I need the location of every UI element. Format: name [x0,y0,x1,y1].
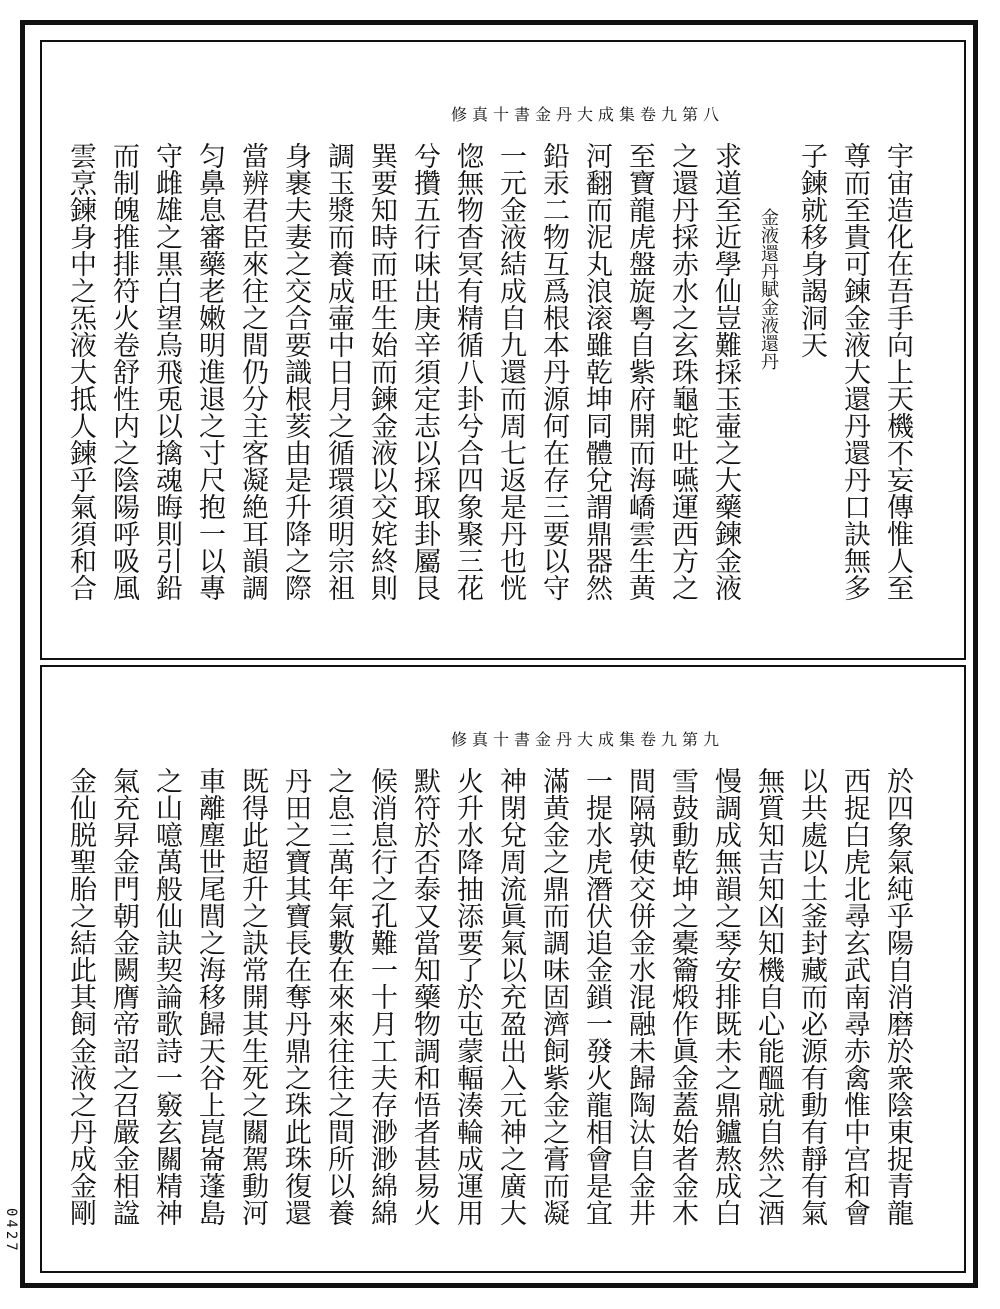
text-column: 宇宙造化在吾手向上天機不妄傳惟人至 [882,142,913,601]
page-number: 0427 [3,1208,19,1254]
page-header: 修真十書金丹大成集卷九第九 [450,730,724,749]
text-columns [61,767,916,1267]
text-column: 調玉漿而養成壷中日月之循環須明宗祖 [323,142,354,601]
text-column: 車離塵世尾閭之海移歸天谷上崑崙蓬島 [194,767,225,1226]
lower-page [40,665,966,1273]
text-column: 當辨君臣來往之間仍分主客凝絶耳韻調 [237,142,268,601]
text-column: 子鍊就移身謁洞天 [796,142,827,358]
text-column: 於四象氣純乎陽自消磨於衆陰東捉青龍 [882,767,913,1226]
page-header: 修真十書金丹大成集卷九第八 [450,105,724,124]
text-column: 河翻而泥丸浪滚雖乾坤同體兌謂鼎器然 [581,142,612,601]
text-column: 火升水降抽添要了於屯蒙輻湊輪成運用 [452,767,483,1226]
text-column: 雪鼓動乾坤之橐籥煅作眞金蓋始者金木 [667,767,698,1226]
text-column: 無質知吉知凶知機自心能醞就自然之酒 [753,767,784,1226]
text-column: 巽要知時而旺生始而鍊金液以交姹終則 [366,142,397,601]
text-column: 尊而至貴可鍊金液大還丹還丹口訣無多 [839,142,870,601]
text-column: 金仙脱聖胎之結此其飼金液之丹成金剛 [65,767,96,1226]
text-column: 至寶龍虎盤旋粤自紫府開而海嶠雲生黄 [624,142,655,601]
text-column: 之還丹採赤水之玄珠龜蛇吐嚥運西方之 [667,142,698,601]
text-column: 兮攢五行味出庚辛須定志以採取卦屬艮 [409,142,440,601]
text-column: 以共處以土釜封藏而必源有動有靜有氣 [796,767,827,1226]
text-column: 丹田之寶其寶長在奪丹鼎之珠此珠復還 [280,767,311,1226]
text-column: 惚無物杳冥有精循八卦兮合四象聚三花 [452,142,483,601]
text-column: 既得此超升之訣常開其生死之關駕動河 [237,767,268,1226]
text-column: 氣充昇金門朝金闕膺帝詔之召嚴金相諡 [108,767,139,1226]
text-column: 滿黄金之鼎而調味固濟飼紫金之膏而凝 [538,767,569,1226]
text-column: 一元金液結成自九還而周七返是丹也恍 [495,142,526,601]
text-column: 守雌雄之黒白望烏飛兎以擒魂晦則引鉛 [151,142,182,601]
text-column: 之息三萬年氣數在來來往往之間所以養 [323,767,354,1226]
text-column: 雲烹鍊身中之炁液大抵人鍊乎氣須和合 [65,142,96,601]
text-column: 默符於否泰又當知藥物調和悟者甚易火 [409,767,440,1226]
text-column: 求道至近學仙豈難採玉壷之大藥鍊金液 [710,142,741,601]
upper-page [40,40,966,660]
text-column: 西捉白虎北尋玄武南尋赤禽惟中宫和會 [839,767,870,1226]
text-column: 鉛汞二物互爲根本丹源何在存三要以守 [538,142,569,601]
text-column: 一提水虎潛伏追金鎖一發火龍相會是宜 [581,767,612,1226]
text-column: 匀鼻息審藥老嫩明進退之寸尺抱一以專 [194,142,225,601]
text-column: 神閉兌周流眞氣以充盈出入元神之廣大 [495,767,526,1226]
text-column: 金液還丹賦金液還丹 [758,208,779,370]
text-column: 而制魄推排符火卷舒性内之陰陽呼吸風 [108,142,139,601]
text-columns [61,142,916,662]
text-column: 候消息行之孔難一十月工夫存渺渺綿綿 [366,767,397,1226]
text-column: 間隔孰使交併金水混融未歸陶汰自金井 [624,767,655,1226]
text-column: 慢調成無韻之琴安排既未之鼎鑪熬成白 [710,767,741,1226]
text-column: 身裹夫妻之交合要識根荄由是升降之際 [280,142,311,601]
text-column: 之山噫萬般仙訣契論歌詩一竅玄關精神 [151,767,182,1226]
